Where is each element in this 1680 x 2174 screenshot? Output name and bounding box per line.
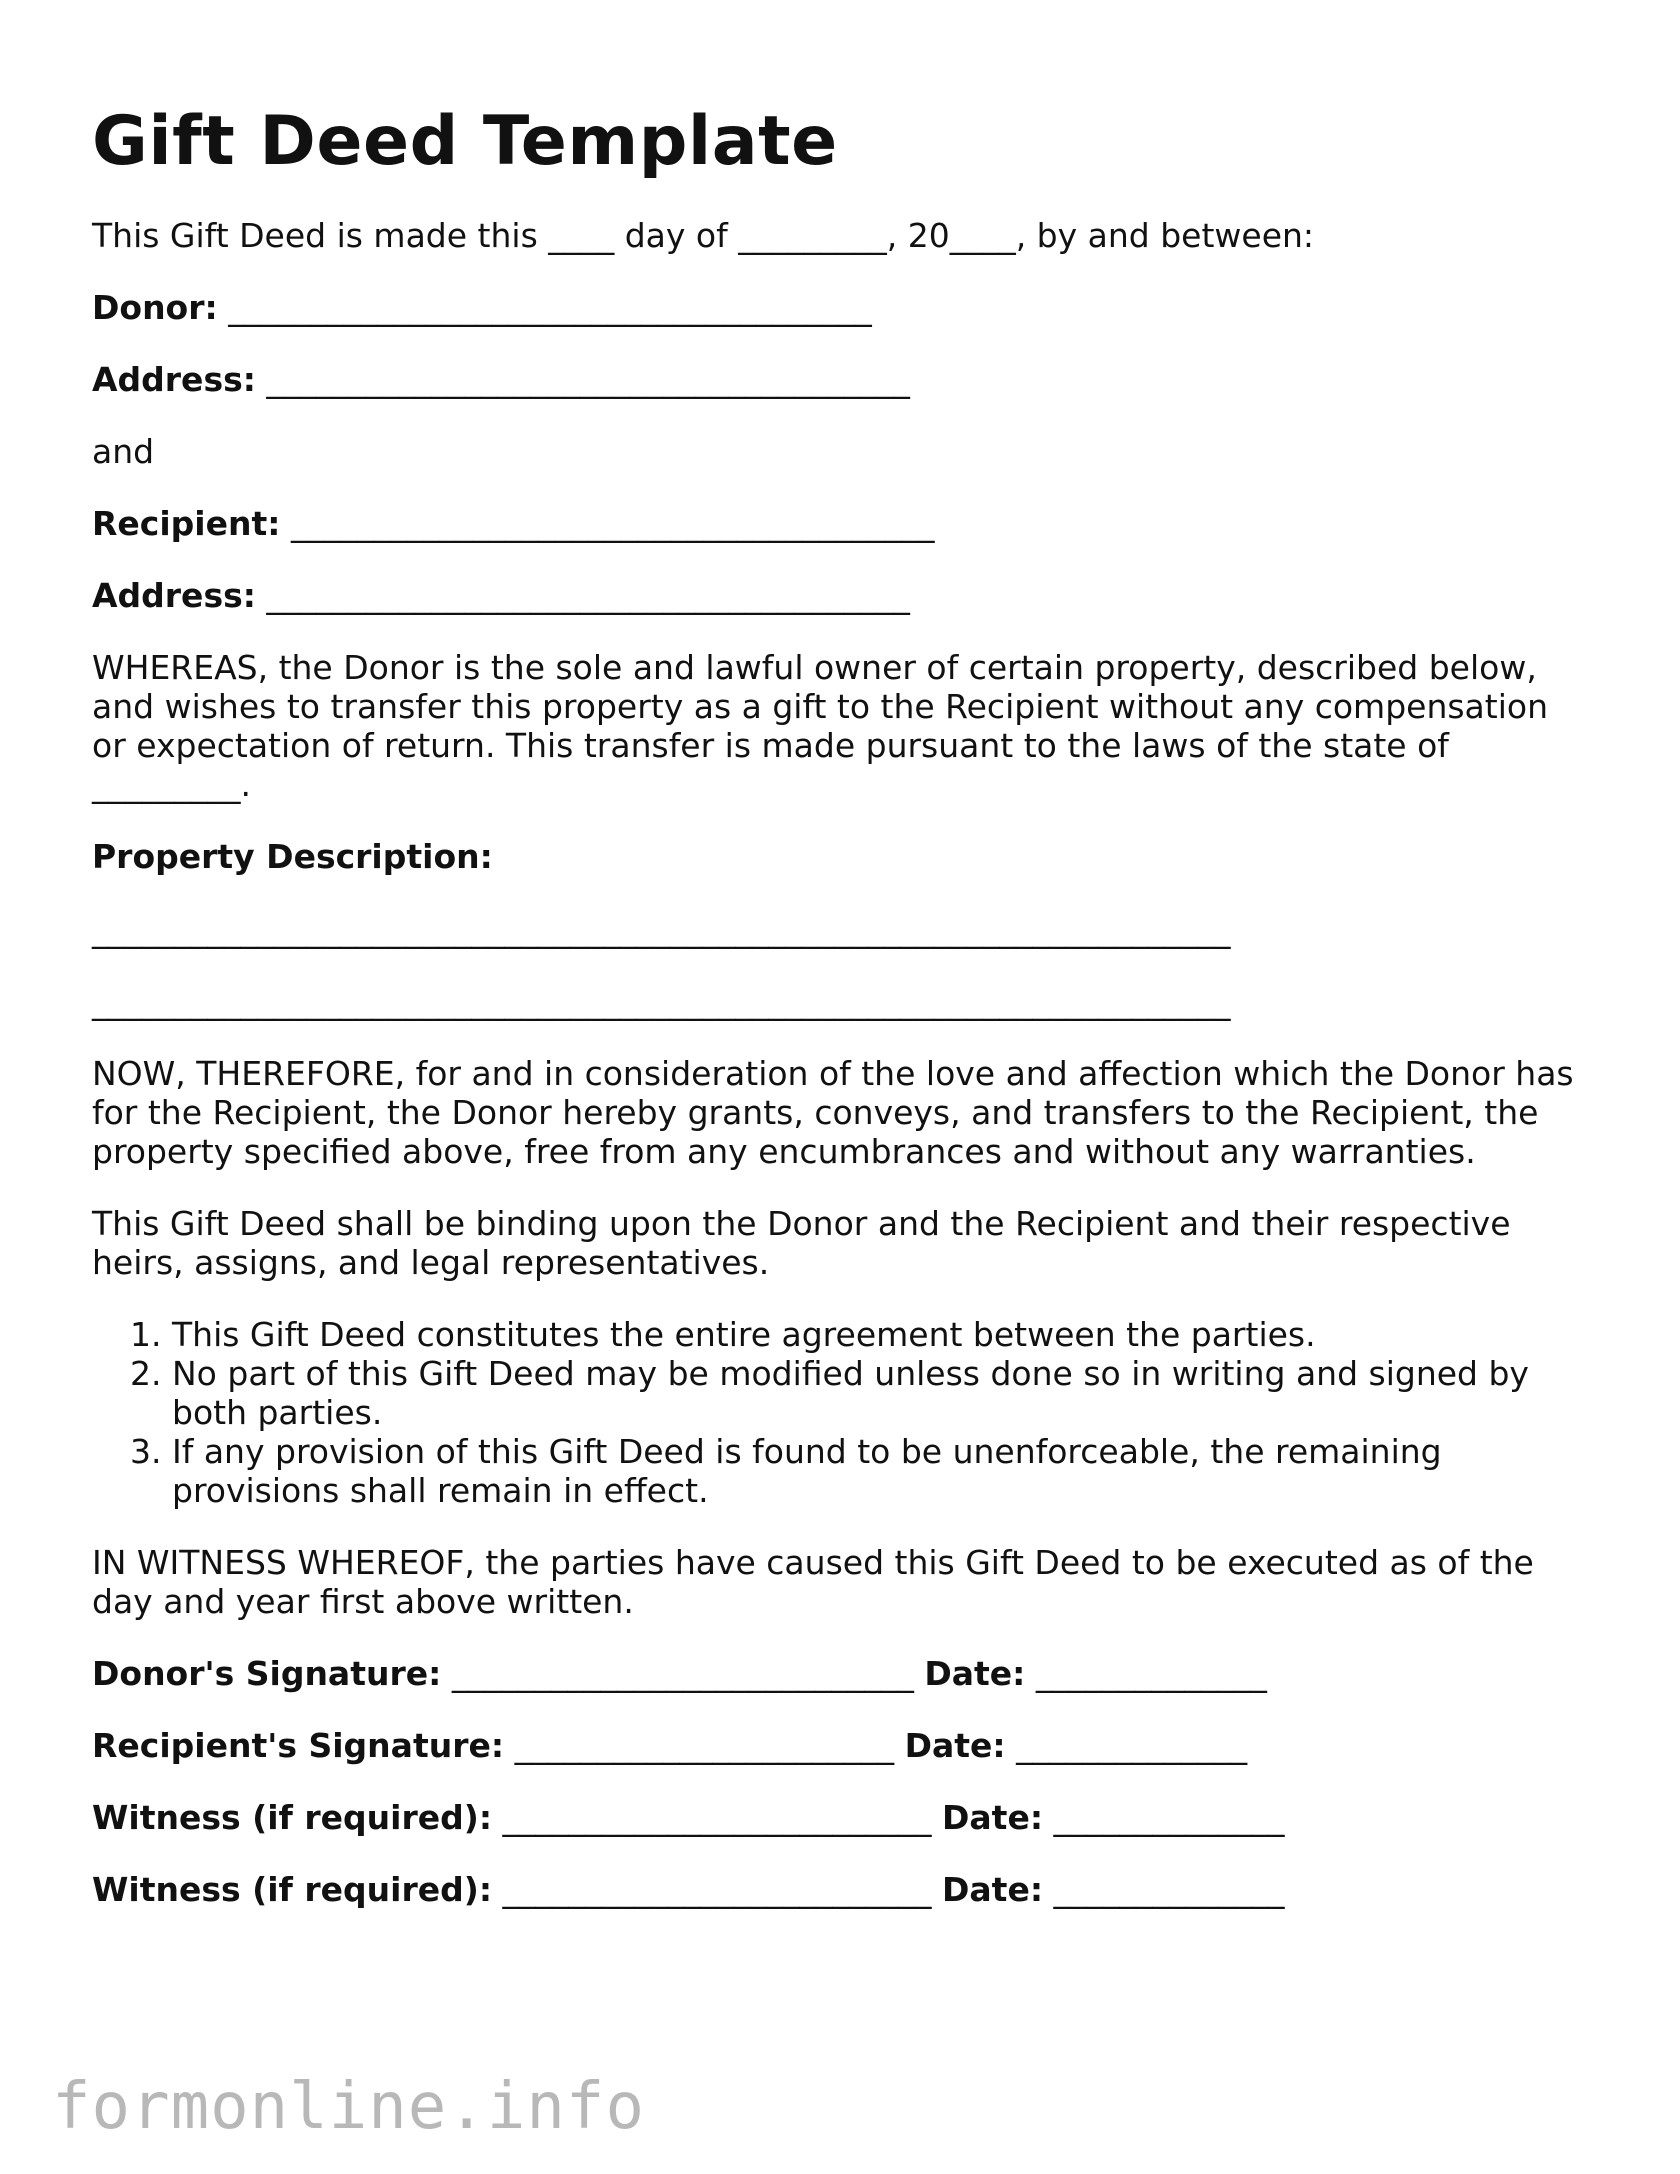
- clause-item-2: 2. No part of this Gift Deed may be modified unless done so in writing and signed by both parties.: [172, 1354, 1592, 1432]
- signature-blank: __________________________: [492, 1870, 932, 1909]
- watermark: formonline.info: [52, 2070, 645, 2144]
- date-label: Date:: [942, 1798, 1044, 1837]
- donor-blank: _______________________________________: [217, 288, 872, 327]
- signature-row-recipient: [92, 1726, 1592, 1765]
- recipient-address-label: Address:: [92, 576, 256, 615]
- signature-row-witness-1: [92, 1798, 1592, 1837]
- recipient-field: [92, 504, 1592, 543]
- date-label: Date:: [924, 1654, 1026, 1693]
- signature-blank: ____________________________: [441, 1654, 914, 1693]
- now-therefore-paragraph: NOW, THEREFORE, for and in consideration of the love and affection which the Donor has for the Recipient, the Donor hereby grants, conveys, and transfers to the Recipient, the property specified above, free from any encumbrances and without any warranties.: [92, 1054, 1585, 1171]
- whereas-paragraph: WHEREAS, the Donor is the sole and lawful owner of certain property, described below, and wishes to transfer this property as a gift to the Recipient without any compensation or expectation of return. This transfer is made pursuant to the laws of the state of _________.: [92, 648, 1559, 804]
- date-blank: ______________: [1025, 1654, 1267, 1693]
- date-blank: ______________: [1043, 1870, 1285, 1909]
- date-label: Date:: [942, 1870, 1044, 1909]
- property-description-label: Property Description:: [92, 837, 493, 876]
- signature-label: Witness (if required):: [92, 1870, 493, 1909]
- signature-row-donor: [92, 1654, 1592, 1693]
- signature-label: Witness (if required):: [92, 1798, 493, 1837]
- date-label: Date:: [904, 1726, 1006, 1765]
- signature-label: Donor's Signature:: [92, 1654, 442, 1693]
- document-page: [92, 102, 1592, 1942]
- clause-item-3: 3. If any provision of this Gift Deed is found to be unenforceable, the remaining provisions shall remain in effect.: [172, 1432, 1592, 1510]
- binding-paragraph: This Gift Deed shall be binding upon the Donor and the Recipient and their respective heirs, assigns, and legal representatives.: [92, 1204, 1522, 1282]
- clauses-list: [92, 1315, 1592, 1510]
- donor-address-field: [92, 360, 1592, 399]
- recipient-address-field: [92, 576, 1592, 615]
- page-title: Gift Deed Template: [92, 102, 838, 181]
- date-blank: ______________: [1043, 1798, 1285, 1837]
- date-blank: ______________: [1005, 1726, 1248, 1765]
- witness-whereof-paragraph: IN WITNESS WHEREOF, the parties have caused this Gift Deed to be executed as of the day and year first above written.: [92, 1543, 1545, 1621]
- donor-address-blank: _______________________________________: [255, 360, 910, 399]
- property-line-1: _____________________________________________________________________: [92, 910, 1231, 949]
- signature-blank: __________________________: [492, 1798, 932, 1837]
- property-line-2: _____________________________________________________________________: [92, 982, 1231, 1021]
- donor-label: Donor:: [92, 288, 218, 327]
- property-description-heading: [92, 837, 1592, 876]
- signature-label: Recipient's Signature:: [92, 1726, 505, 1765]
- donor-address-label: Address:: [92, 360, 256, 399]
- signature-blank: _______________________: [504, 1726, 895, 1765]
- recipient-label: Recipient:: [92, 504, 281, 543]
- clause-item-1: 1. This Gift Deed constitutes the entire agreement between the parties.: [172, 1315, 1592, 1354]
- signature-row-witness-2: [92, 1870, 1592, 1909]
- recipient-address-blank: _______________________________________: [255, 576, 910, 615]
- and-text: and: [92, 432, 155, 471]
- donor-field: [92, 288, 1592, 327]
- intro-paragraph: This Gift Deed is made this ____ day of _________, 20____, by and between:: [92, 216, 1315, 255]
- recipient-blank: _______________________________________: [280, 504, 935, 543]
